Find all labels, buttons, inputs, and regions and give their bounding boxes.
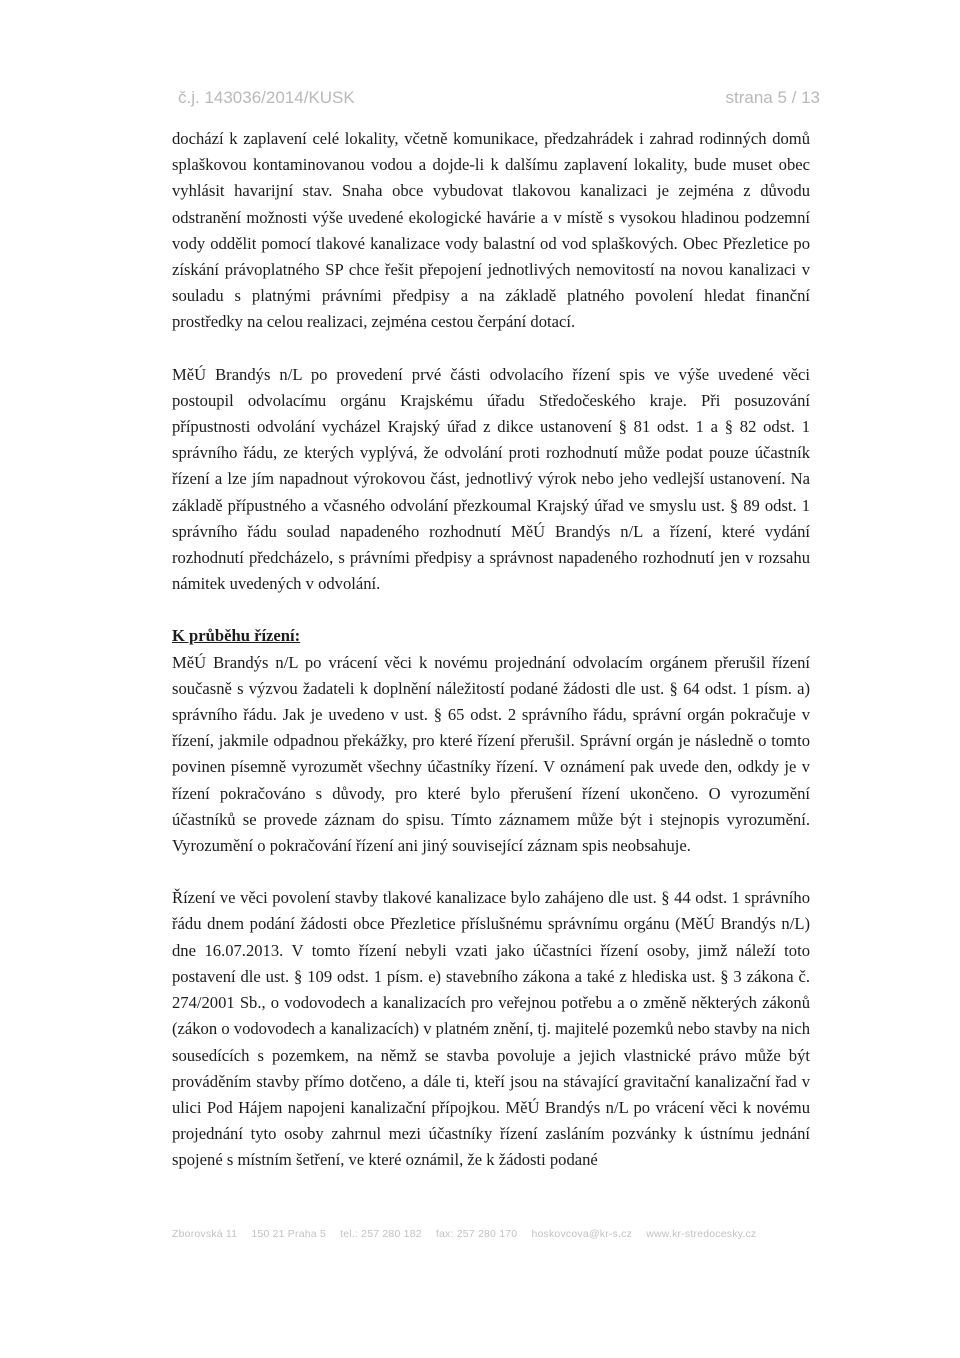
footer-web: www.kr-stredocesky.cz [646,1228,757,1240]
footer-fax: fax: 257 280 170 [435,1228,518,1240]
paragraph-1: dochází k zaplavení celé lokality, včetně komunikace, předzahrádek i zahrad rodinných domů splaškovou kontaminovanou vodou a dojde-li k dalšímu zaplavení lokality, bude muset obec vyhlásit havarijní stav. Snaha obce vybudovat tlakovou kanalizaci je zejména z důvodu odstranění možnosti výše uvedené ekologické havárie a v místě s vysokou hladinou podzemní vody oddělit pomocí tlakové kanalizace vody balastní od vod splaškových. Obec Přezletice po získání právoplatného SP chce řešit přepojení jednotlivých nemovitostí na novou kanalizaci v souladu s platnými právními předpisy a na základě platného povolení hledat finanční prostředky na celou realizaci, zejména cestou čerpání dotací. [172,129,810,332]
footer-email: hoskovcova@kr-s.cz [531,1228,633,1240]
page-footer [172,1228,822,1240]
paragraph-4: Řízení ve věci povolení stavby tlakové kanalizace bylo zahájeno dle ust. § 44 odst. 1 správního řádu dnem podání žádosti obce Přezletice příslušnému správnímu orgánu (MěÚ Brandýs n/L) dne 16.07.2013. V tomto řízení nebyli vzati jako účastníci řízení osoby, jimž náleží toto postavení dle ust. § 109 odst. 1 písm. e) stavebního zákona a také z hlediska ust. § 3 zákona č. 274/2001 Sb., o vodovodech a kanalizacích pro veřejnou potřebu a o změně některých zákonů (zákon o vodovodech a kanalizacích) v platném znění, tj. majitelé pozemků nebo stavby na nich sousedících s pozemkem, na němž se stavba povoluje a jejich vlastnické právo může být prováděním stavby přímo dotčeno, a dále ti, kteří jsou na stávající gravitační kanalizační řad v ulici Pod Hájem napojeni kanalizační přípojkou. MěÚ Brandýs n/L po vrácení věci k novému projednání tyto osoby zahrnul mezi účastníky řízení zasláním pozvánky k ústnímu jednání spojené s místním šetření, ve které oznámil, že k žádosti podané [172,888,810,1170]
footer-address: Zborovská 11 [172,1228,238,1240]
footer-phone: tel.: 257 280 182 [340,1228,422,1240]
page-number: strana 5 / 13 [725,88,820,107]
footer-city: 150 21 Praha 5 [251,1228,326,1240]
document-body [172,126,810,1174]
paragraph-3: MěÚ Brandýs n/L po vrácení věci k novému projednání odvolacím orgánem přerušil řízení současně s výzvou žadateli k doplnění náležitostí podané žádosti dle ust. § 64 odst. 1 písm. a) správního řádu. Jak je uvedeno v ust. § 65 odst. 2 správního řádu, správní orgán pokračuje v řízení, jakmile odpadnou překážky, pro které řízení přerušil. Správní orgán je následně o tomto povinen písemně vyrozumět všechny účastníky řízení. V oznámení pak uvede den, odkdy je v řízení pokračováno s důvody, pro které bylo přerušení řízení ukončeno. O vyrozumění účastníků se provede záznam do spisu. Tímto záznamem může být i stejnopis vyrozumění. Vyrozumění o pokračování řízení ani jiný související záznam spis neobsahuje. [172,652,810,856]
paragraph-2: MěÚ Brandýs n/L po provedení prvé části odvolacího řízení spis ve výše uvedené věci postoupil odvolacímu orgánu Krajskému úřadu Středočeského kraje. Při posuzování přípustnosti odvolání vycházel Krajský úřad z dikce ustanovení § 81 odst. 1 a § 82 odst. 1 správního řádu, ze kterých vyplývá, že odvolání proti rozhodnutí může podat pouze účastník řízení a lze jím napadnout výrokovou část, jednotlivý výrok nebo jeho vedlejší ustanovení. Na základě přípustného a včasného odvolání přezkoumal Krajský úřad ve smyslu ust. § 89 odst. 1 správního řádu soulad napadeného rozhodnutí MěÚ Brandýs n/L a řízení, které vydání rozhodnutí předcházelo, s právními předpisy a správnost napadeného rozhodnutí jen v rozsahu námitek uvedených v odvolání. [172,364,810,594]
section-heading: K průběhu řízení: [172,626,301,646]
page-header [178,88,820,114]
reference-number: č.j. 143036/2014/KUSK [178,88,355,107]
